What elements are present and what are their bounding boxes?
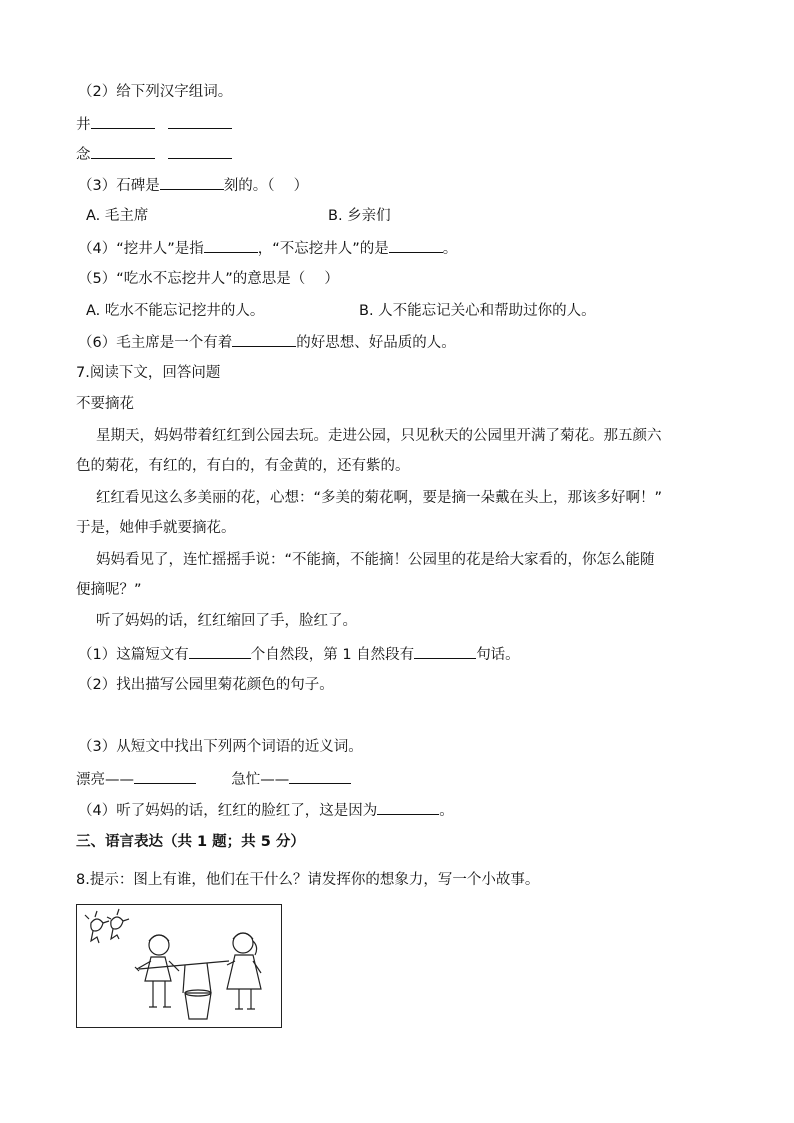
bird-icon <box>85 911 109 943</box>
section-heading: 三、语言表达（共 1 题；共 5 分） <box>76 834 305 850</box>
q8-prompt: 8.提示：图上有谁，他们在干什么？请发挥你的想象力，写一个小故事。 <box>76 872 540 888</box>
boy-figure <box>135 935 179 1007</box>
carrying-pole <box>139 961 229 969</box>
answer-blank[interactable] <box>91 144 155 159</box>
story-paragraph-2-line-2: 于是，她伸手就要摘花。 <box>76 520 236 536</box>
q6-char-jing: 井 <box>76 117 91 133</box>
q7-title: 7.阅读下文，回答问题 <box>76 365 221 381</box>
q8-illustration <box>76 904 282 1028</box>
q6-option-b: B. 乡亲们 <box>328 208 391 224</box>
story-paragraph-3-line-1: 妈妈看见了，连忙摇摇手说：“不能摘，不能摘！公园里的花是给大家看的，你怎么能随 <box>96 552 655 568</box>
q6-sub2: （2）给下列汉字组词。 <box>78 84 233 100</box>
q6-char-nian: 念 <box>76 147 91 163</box>
bucket-icon <box>183 963 211 1019</box>
answer-blank[interactable] <box>134 769 196 784</box>
answer-blank[interactable] <box>377 800 439 815</box>
q7-sub4: （4）听了妈妈的话，红红的脸红了，这是因为 。 <box>78 800 454 821</box>
answer-blank[interactable] <box>289 769 351 784</box>
answer-blank[interactable] <box>168 144 232 159</box>
answer-blank[interactable] <box>168 114 232 129</box>
bird-icon <box>107 909 129 939</box>
story-paragraph-1-line-2: 色的菊花，有红的，有白的，有金黄的，还有紫的。 <box>76 458 410 474</box>
q6-option-a: A. 毛主席 <box>86 208 149 224</box>
q6-sub5: （5）“吃水不忘挖井人”的意思是（ ） <box>78 271 339 287</box>
q6-word-row-2 <box>76 144 232 165</box>
story-paragraph-1-line-1: 星期天，妈妈带着红红到公园去玩。走进公园，只见秋天的公园里开满了菊花。那五颜六 <box>96 428 662 444</box>
q6-sub5-option-b: B. 人不能忘记关心和帮助过你的人。 <box>359 303 596 319</box>
children-carrying-bucket-icon <box>77 905 281 1027</box>
q6-sub5-option-a: A. 吃水不能忘记挖井的人。 <box>86 303 265 319</box>
q7-sub2: （2）找出描写公园里菊花颜色的句子。 <box>78 677 334 693</box>
girl-figure <box>227 933 261 1009</box>
answer-blank[interactable] <box>389 238 443 253</box>
q6-sub3: （3）石碑是 刻的。（ ） <box>78 175 308 196</box>
answer-blank[interactable] <box>189 644 251 659</box>
story-paragraph-2-line-1: 红红看见这么多美丽的花，心想：“多美的菊花啊，要是摘一朵戴在头上，那该多好啊！” <box>96 490 663 506</box>
story-paragraph-4: 听了妈妈的话，红红缩回了手，脸红了。 <box>96 613 357 629</box>
q7-sub1: （1）这篇短文有 个自然段，第 1 自然段有 句话。 <box>78 644 520 665</box>
q6-word-row-1 <box>76 114 232 135</box>
answer-blank[interactable] <box>232 332 296 347</box>
q7-synonym-row: 漂亮—— 急忙—— <box>76 769 351 790</box>
answer-blank[interactable] <box>414 644 476 659</box>
answer-blank[interactable] <box>204 238 258 253</box>
answer-blank[interactable] <box>91 114 155 129</box>
answer-blank[interactable] <box>160 175 224 190</box>
q6-sub4: （4）“挖井人”是指 ，“不忘挖井人”的是 。 <box>78 238 457 259</box>
q7-sub3: （3）从短文中找出下列两个词语的近义词。 <box>78 739 363 755</box>
q6-sub6: （6）毛主席是一个有着 的好思想、好品质的人。 <box>78 332 456 353</box>
story-title: 不要摘花 <box>76 396 134 412</box>
story-paragraph-3-line-2: 便摘呢？” <box>76 582 142 598</box>
